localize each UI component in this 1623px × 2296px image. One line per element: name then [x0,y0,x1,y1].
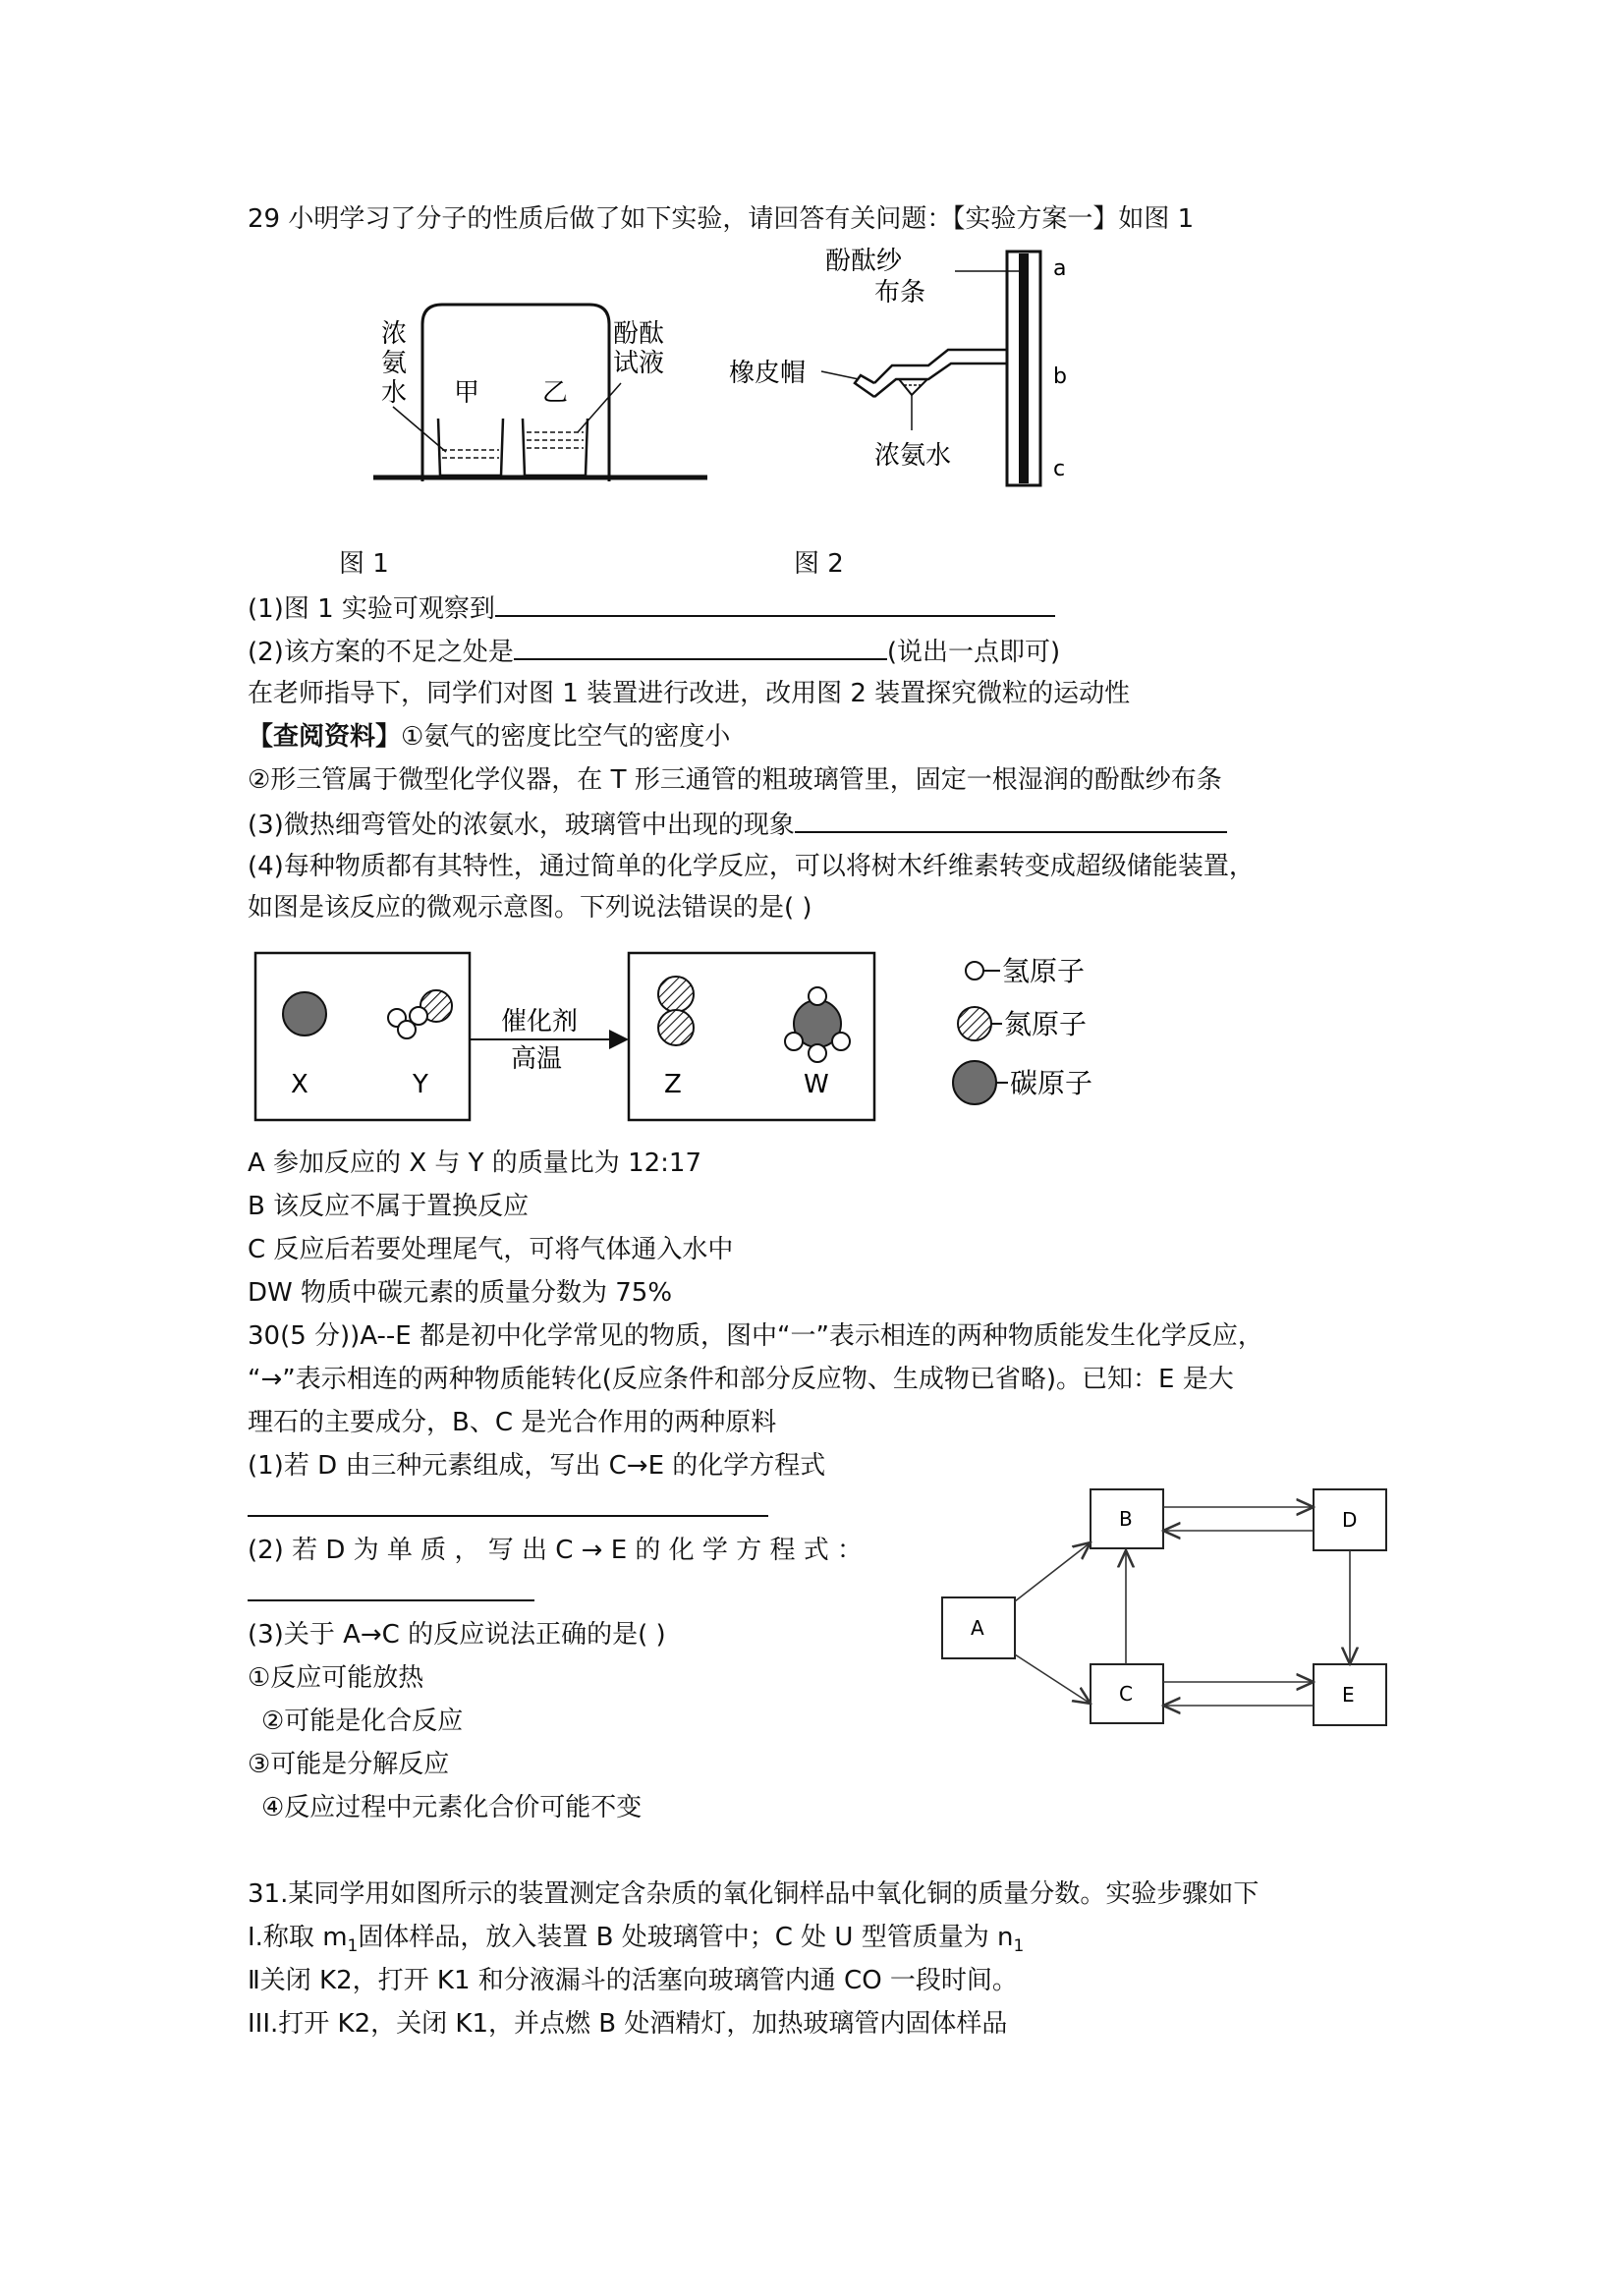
q30-line-9: ①反应可能放热 [248,1663,424,1693]
fig2-mark-a: a [1053,256,1067,281]
fig2-caption: 图 2 [794,549,844,579]
fig1-ammonia-2: 氨 [381,349,408,378]
bell-jar [422,305,609,481]
q29-p4: 【查阅资料】①氨气的密度比空气的密度小 [248,722,731,752]
answer-blank-5[interactable] [248,1574,534,1601]
q30-line-12: ④反应过程中元素化合价可能不变 [261,1793,643,1822]
phenol-strip [1019,253,1029,483]
q31-line-4: III.打开 K2，关闭 K1，并点燃 B 处酒精灯，加热玻璃管内固体样品 [248,2009,1008,2039]
q29-p2: (2)该方案的不足之处是 (说出一点即可) [248,633,1060,670]
fig2-cap-label: 橡皮帽 [729,359,807,388]
q31-line-2: I.称取 $m_1$固体样品，放入装置 B 处玻璃管中；C 处 U 型管质量为 $n_1$ [248,1923,1025,1957]
label-a: A [971,1616,984,1640]
fig1-phenol-1: 酚酞 [613,319,665,349]
legend-nitrogen: 氮原子 [1004,1008,1088,1040]
answer-blank-4[interactable] [248,1489,768,1517]
label-c: C [1119,1682,1133,1706]
q30-line-11: ③可能是分解反应 [248,1750,450,1779]
legend-hydrogen: 氢原子 [1002,955,1086,987]
q30-line-4: (1)若 D 由三种元素组成，写出 C→E 的化学方程式 [248,1451,826,1481]
z-nitrogen-atom-2 [658,1010,694,1045]
q30-line-10: ②可能是化合反应 [261,1707,464,1736]
answer-blank-2[interactable] [514,633,887,660]
q30-line-2: “→”表示相连的两种物质能转化(反应条件和部分反应物、生成物已省略)。已知：E 是大 [248,1365,1234,1394]
fig1-caption: 图 1 [339,549,389,579]
answer-blank-1[interactable] [495,589,1055,617]
q29-p8: 如图是该反应的微观示意图。下列说法错误的是( ) [248,893,812,923]
q30-line-1: 30(5 分))A--E 都是初中化学常见的物质，图中“一”表示相连的两种物质能发生化学反应， [248,1321,1263,1351]
q30-line-5 [248,1489,768,1527]
q31-line-1: 31.某同学用如图所示的装置测定含杂质的氧化铜样品中氧化铜的质量分数。实验步骤如下 [248,1879,1259,1909]
beaker-jia [438,419,503,476]
answer-blank-3[interactable] [795,806,1227,833]
q29-p3: 在老师指导下，同学们对图 1 装置进行改进，改用图 2 装置探究微粒的运动性 [248,679,1131,708]
beaker-yi [523,419,588,476]
option-b: B 该反应不属于置换反应 [248,1192,530,1221]
fig1-phenol-2: 试液 [613,349,665,378]
fig2-ammonia-label: 浓氨水 [874,441,952,471]
fig2-mark-c: c [1053,457,1066,481]
legend-nitrogen-icon [958,1007,991,1040]
fig2-strip-2: 布条 [874,278,926,308]
fig1-ammonia-1: 浓 [381,319,408,349]
label-x: X [291,1070,308,1099]
q29-p5: ②形三管属于微型化学仪器，在 T 形三通管的粗玻璃管里，固定一根湿润的酚酞纱布条 [248,765,1222,795]
fig2-mark-b: b [1053,364,1067,389]
label-y: Y [413,1070,428,1099]
fig1-ammonia-3: 水 [381,378,408,408]
reaction-diagram [253,945,1138,1132]
label-w: W [804,1070,829,1099]
reactants-box [255,953,470,1120]
q31-line-3: Ⅱ关闭 K2，打开 K1 和分液漏斗的活塞向玻璃管内通 CO 一段时间。 [248,1966,1018,1995]
q30-line-8: (3)关于 A→C 的反应说法正确的是( ) [248,1620,666,1650]
label-z: Z [664,1070,682,1099]
condition-heat: 高温 [511,1044,563,1074]
q29-p6: (3)微热细弯管处的浓氨水，玻璃管中出现的现象 [248,806,1227,843]
legend-carbon-icon [953,1061,996,1104]
label-b: B [1119,1507,1133,1531]
label-d: D [1342,1508,1358,1532]
fig1-beaker-jia: 甲 [454,378,480,408]
z-nitrogen-atom-1 [658,977,694,1012]
q29-p7: (4)每种物质都有其特性，通过简单的化学反应，可以将树木纤维素转变成超级储能装置， [248,852,1255,881]
figure-1 [364,285,717,481]
relation-diagram [938,1482,1390,1737]
q29-intro: 29 小明学习了分子的性质后做了如下实验，请回答有关问题：【实验方案一】如图 1 [248,204,1195,234]
label-e: E [1342,1683,1355,1707]
option-c: C 反应后若要处理尾气，可将气体通入水中 [248,1235,734,1264]
option-a: A 参加反应的 X 与 Y 的质量比为 12:17 [248,1148,701,1178]
x-carbon-atom [283,992,326,1036]
legend-carbon: 碳原子 [1010,1067,1093,1099]
q30-line-6: (2) 若 D 为 单 质 ， 写 出 C → E 的 化 学 方 程 式 ： [248,1536,863,1565]
figure-2 [727,246,1081,491]
condition-catalyst: 催化剂 [501,1007,579,1036]
legend-hydrogen-icon [966,962,983,980]
fig2-strip-1: 酚酞纱 [825,247,903,276]
q29-p1: (1)图 1 实验可观察到 [248,589,1055,627]
fig1-beaker-yi: 乙 [542,378,569,408]
q30-line-7 [248,1574,534,1611]
option-d: DW 物质中碳元素的质量分数为 75% [248,1278,673,1308]
q30-line-3: 理石的主要成分，B、C 是光合作用的两种原料 [248,1408,777,1437]
